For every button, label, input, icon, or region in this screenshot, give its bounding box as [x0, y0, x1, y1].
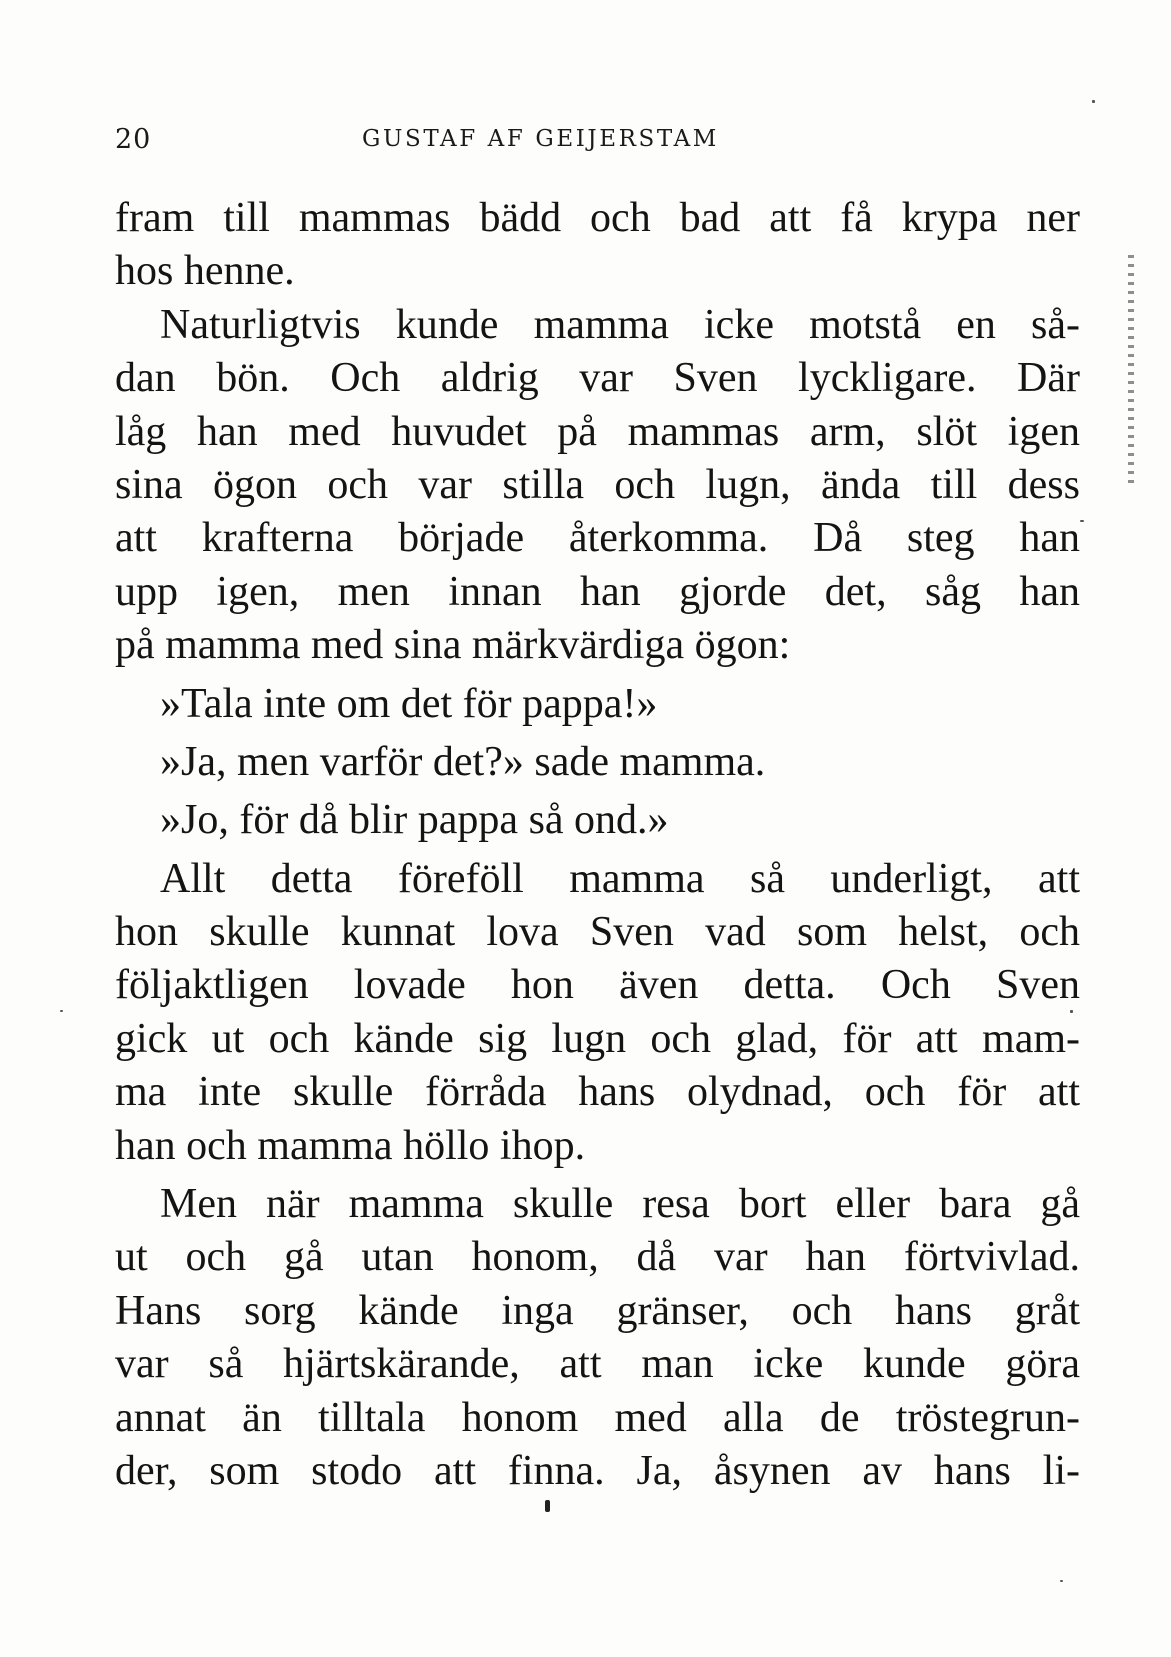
text-line: gick ut och kände sig lugn och glad, för att mam- — [115, 1015, 1080, 1062]
body-text — [115, 192, 1080, 1498]
dialogue-line: »Jo, för då blir pappa så ond.» — [160, 797, 669, 844]
text-line: att krafterna började återkomma. Då steg han — [115, 515, 1080, 562]
footer-mark — [545, 1500, 550, 1512]
text-line: hos henne. — [115, 248, 295, 295]
text-line: sina ögon och var stilla och lugn, ända till dess — [115, 461, 1080, 508]
page-number: 20 — [115, 124, 152, 155]
scan-speck — [1060, 1580, 1063, 1582]
text-line: låg han med huvudet på mammas arm, slöt igen — [115, 408, 1080, 455]
scan-speck — [1070, 1010, 1073, 1013]
text-line: han och mamma höllo ihop. — [115, 1122, 586, 1169]
text-line: annat än tilltala honom med alla de tröstegrun- — [115, 1394, 1080, 1441]
running-title: GUSTAF AF GEIJERSTAM — [362, 126, 719, 152]
text-line: hon skulle kunnat lova Sven vad som helst, och — [115, 909, 1080, 956]
text-line: upp igen, men innan han gjorde det, såg han — [115, 568, 1080, 615]
running-header — [115, 124, 1075, 164]
text-line: Hans sorg kände inga gränser, och hans gråt — [115, 1287, 1080, 1334]
text-line: var så hjärtskärande, att man icke kunde göra — [115, 1341, 1080, 1388]
text-line: dan bön. Och aldrig var Sven lyckligare. Där — [115, 355, 1080, 402]
text-line: fram till mammas bädd och bad att få krypa ner — [115, 195, 1080, 241]
paragraph-start-line: Men när mamma skulle resa bort eller bara gå — [160, 1181, 1080, 1228]
dialogue-line: »Tala inte om det för pappa!» — [160, 680, 658, 727]
scan-edge-noise — [1128, 255, 1134, 485]
text-line: ma inte skulle förråda hans olydnad, och för att — [115, 1069, 1080, 1116]
paragraph-start-line: Allt detta föreföll mamma så underligt, att — [160, 855, 1080, 902]
dialogue-line: »Ja, men varför det?» sade mamma. — [160, 738, 766, 785]
scan-speck — [60, 1010, 63, 1012]
text-line: på mamma med sina märkvärdiga ögon: — [115, 622, 791, 669]
text-line: ut och gå utan honom, då var han förtvivlad. — [115, 1234, 1080, 1281]
paragraph-start-line: Naturligtvis kunde mamma icke motstå en så- — [160, 301, 1080, 348]
scan-speck — [1080, 520, 1084, 522]
scan-speck — [1092, 100, 1095, 103]
text-line: följaktligen lovade hon även detta. Och Sven — [115, 962, 1080, 1009]
text-line: der, som stodo att finna. Ja, åsynen av hans li- — [115, 1447, 1080, 1494]
